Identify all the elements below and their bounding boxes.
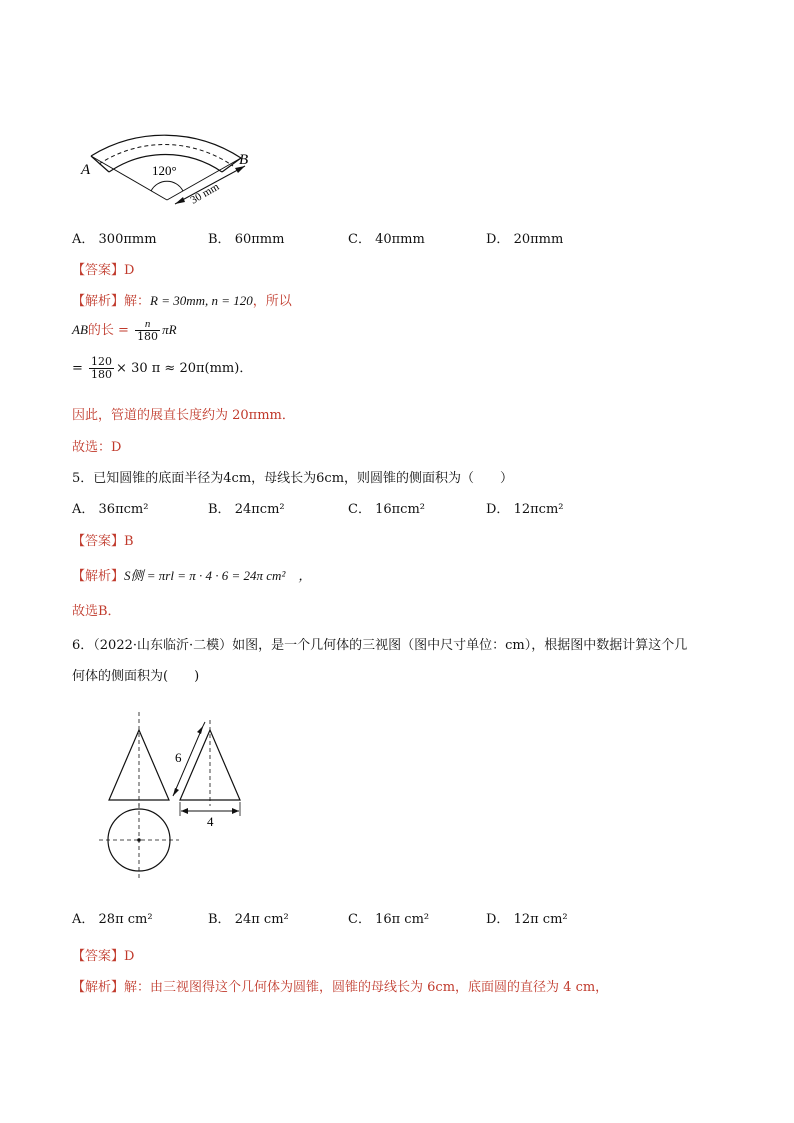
q4-option-c: C． 40πmm [348,232,425,247]
q4-choose: 故选：D [72,440,122,455]
label-a: A [81,162,91,178]
q6-analysis: 【解析】解：由三视图得这个几何体为圆锥，圆锥的母线长为 6cm，底面圆的直径为 4 cm， [72,980,609,995]
three-view-figure [95,710,265,885]
label-b: B [239,152,249,168]
q5-option-d: D． 12πcm² [486,502,564,517]
q4-option-d: D． 20πmm [486,232,564,247]
q6-option-b: B． 24π cm² [208,912,289,927]
slant-label: 6 [175,750,182,765]
q4-option-b: B． 60πmm [208,232,285,247]
q4-conclusion: 因此，管道的展直长度约为 20πmm． [72,408,295,423]
q4-calc: = $\frac{120}{180}$ × 30 π ≈ 20π(mm)． [72,355,253,381]
dimension-label: 30 mm [188,180,222,207]
q6-option-a: A． 28π cm² [72,912,153,927]
q6-option-d: D． 12π cm² [486,912,568,927]
q4-answer: 【答案】D [72,263,135,278]
q6-question-line1: 6．（2022·山东临沂·二模）如图，是一个几何体的三视图（图中尺寸单位：cm），根据图中数据计算这个几 [72,638,688,653]
q5-option-a: A． 36πcm² [72,502,149,517]
q4-option-a: A． 300πmm [72,232,157,247]
q5-choose: 故选B． [72,604,121,619]
q5-answer: 【答案】B [72,534,134,549]
q5-option-b: B． 24πcm² [208,502,285,517]
q5-analysis: 【解析】S侧 = πrl = π · 4 · 6 = 24π cm² ， [72,568,312,584]
base-label: 4 [207,814,214,829]
pipe-sector-figure [75,100,275,210]
q4-analysis: 【解析】解：R = 30mm, n = 120，所以 [72,293,292,309]
angle-label: 120° [152,163,177,178]
q6-option-c: C． 16π cm² [348,912,430,927]
q6-answer: 【答案】D [72,949,135,964]
q4-arc-formula: AB的长 = $\frac{n}{180}$ πR [72,318,177,343]
q5-option-c: C． 16πcm² [348,502,425,517]
q6-question-line2: 何体的侧面积为( ) [72,669,200,684]
q5-question: 5．已知圆锥的底面半径为4cm，母线长为6cm，则圆锥的侧面积为（ ） [72,471,514,486]
